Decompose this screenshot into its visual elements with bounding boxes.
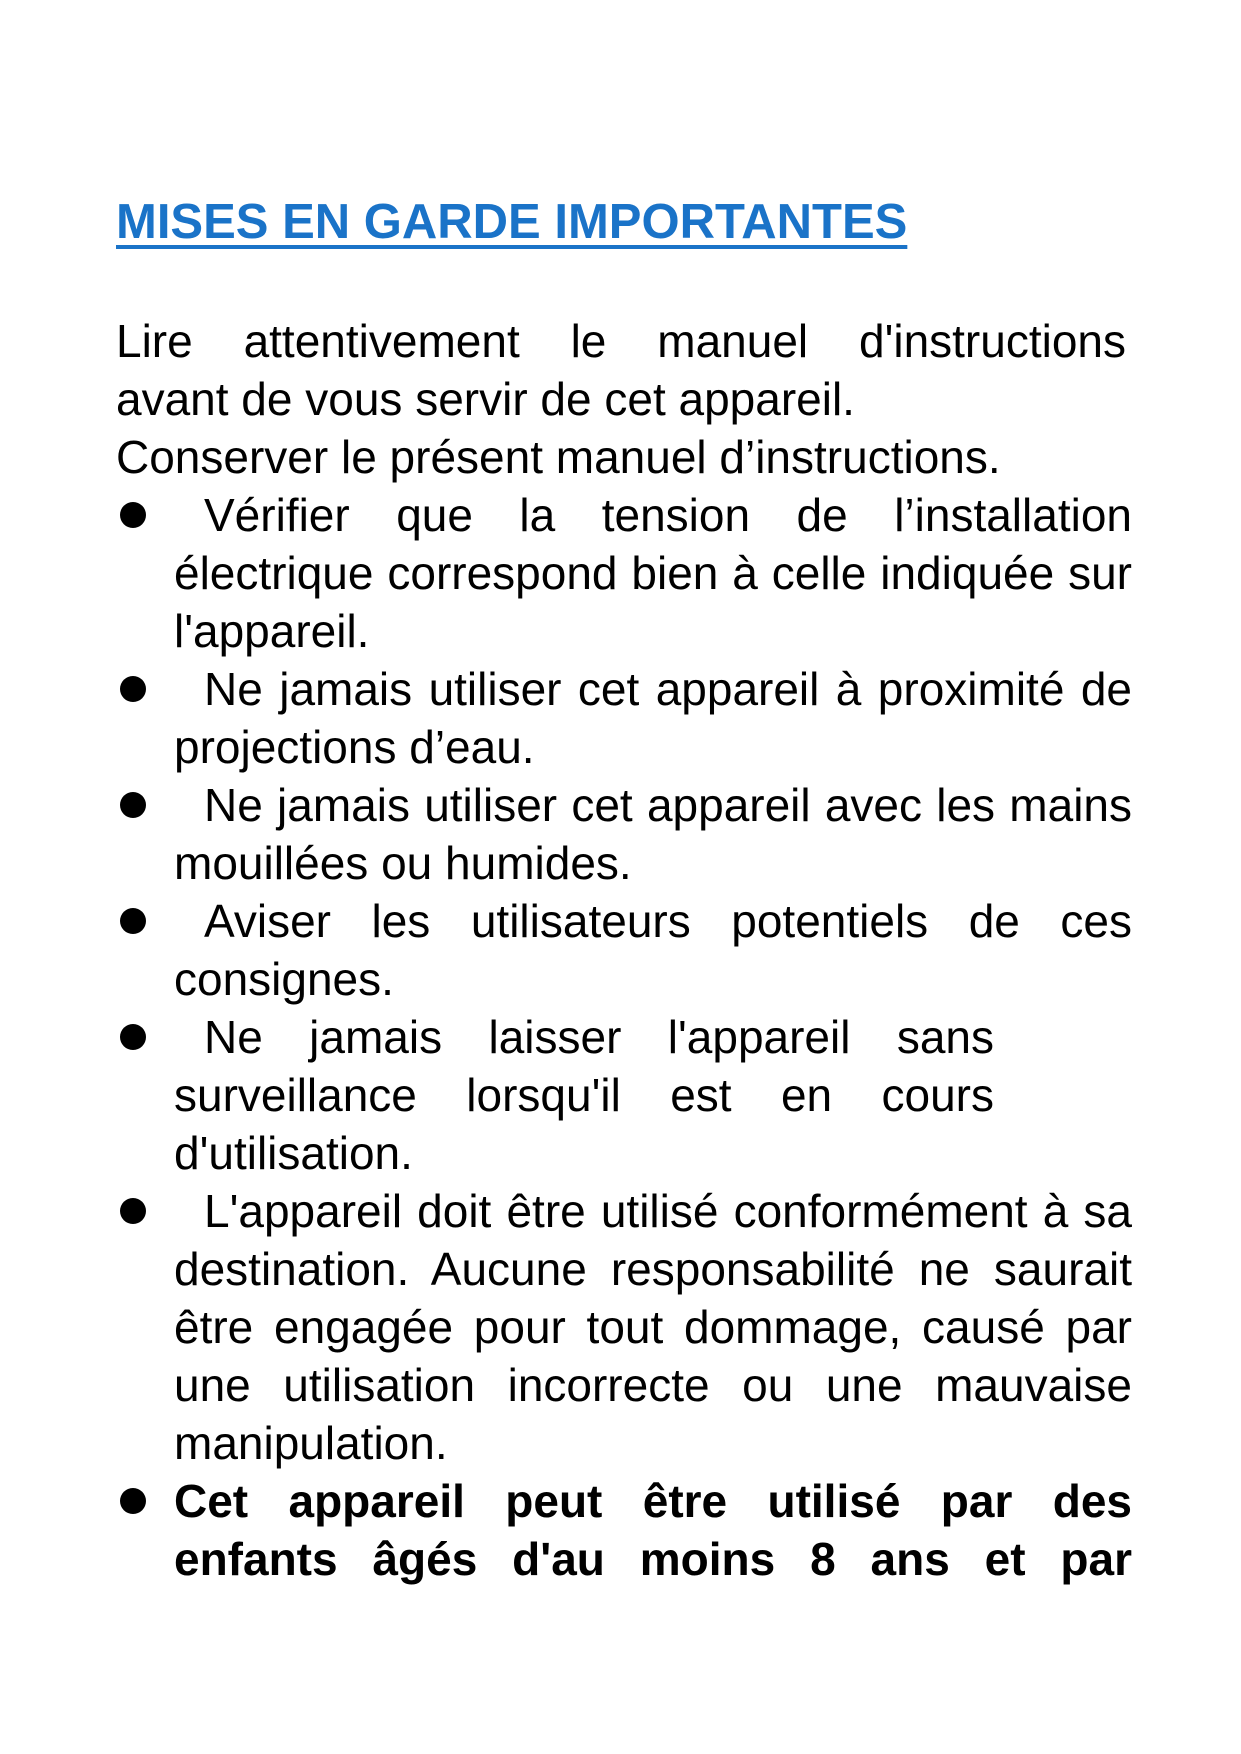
intro-line: Conserver le présent manuel d’instructions.	[116, 431, 1001, 483]
list-item	[116, 660, 1132, 776]
list-item-text: Vérifier que la tension de l’installation électrique correspond bien à celle indiquée sur l'appareil.	[174, 489, 1132, 657]
list-item	[116, 486, 1132, 660]
page-title: MISES EN GARDE IMPORTANTES	[116, 195, 908, 249]
bullet-icon	[120, 908, 146, 934]
list-item-text: Aviser les utilisateurs potentiels de ces consignes.	[174, 895, 1132, 1005]
bullet-icon	[120, 1488, 146, 1514]
warning-list	[116, 486, 1132, 1588]
list-item-text: L'appareil doit être utilisé conformément à sa destination. Aucune responsabilité ne saurait être engagée pour tout dommage, causé par une utilisation incorrecte ou une mauvaise manipulation.	[174, 1185, 1132, 1469]
list-item	[116, 892, 1132, 1008]
bullet-icon	[120, 1024, 146, 1050]
intro-paragraph	[116, 312, 1126, 486]
list-item-text: Ne jamais laisser l'appareil sans surveillance lorsqu'il est en cours d'utilisation.	[174, 1011, 994, 1179]
list-item	[116, 1472, 1132, 1588]
bullet-icon	[120, 1198, 146, 1224]
list-item-text: Ne jamais utiliser cet appareil avec les mains mouillées ou humides.	[174, 779, 1132, 889]
list-item-text: Ne jamais utiliser cet appareil à proximité de projections d’eau.	[174, 663, 1132, 773]
bullet-icon	[120, 792, 146, 818]
bullet-icon	[120, 676, 146, 702]
bullet-icon	[120, 502, 146, 528]
list-item	[116, 776, 1132, 892]
list-item	[116, 1008, 1132, 1182]
list-item	[116, 1182, 1132, 1472]
list-item-text: Cet appareil peut être utilisé par des enfants âgés d'au moins 8 ans et par	[174, 1475, 1132, 1585]
intro-line: Lire attentivement le manuel d'instructions	[116, 315, 1126, 367]
intro-line: avant de vous servir de cet appareil.	[116, 373, 855, 425]
